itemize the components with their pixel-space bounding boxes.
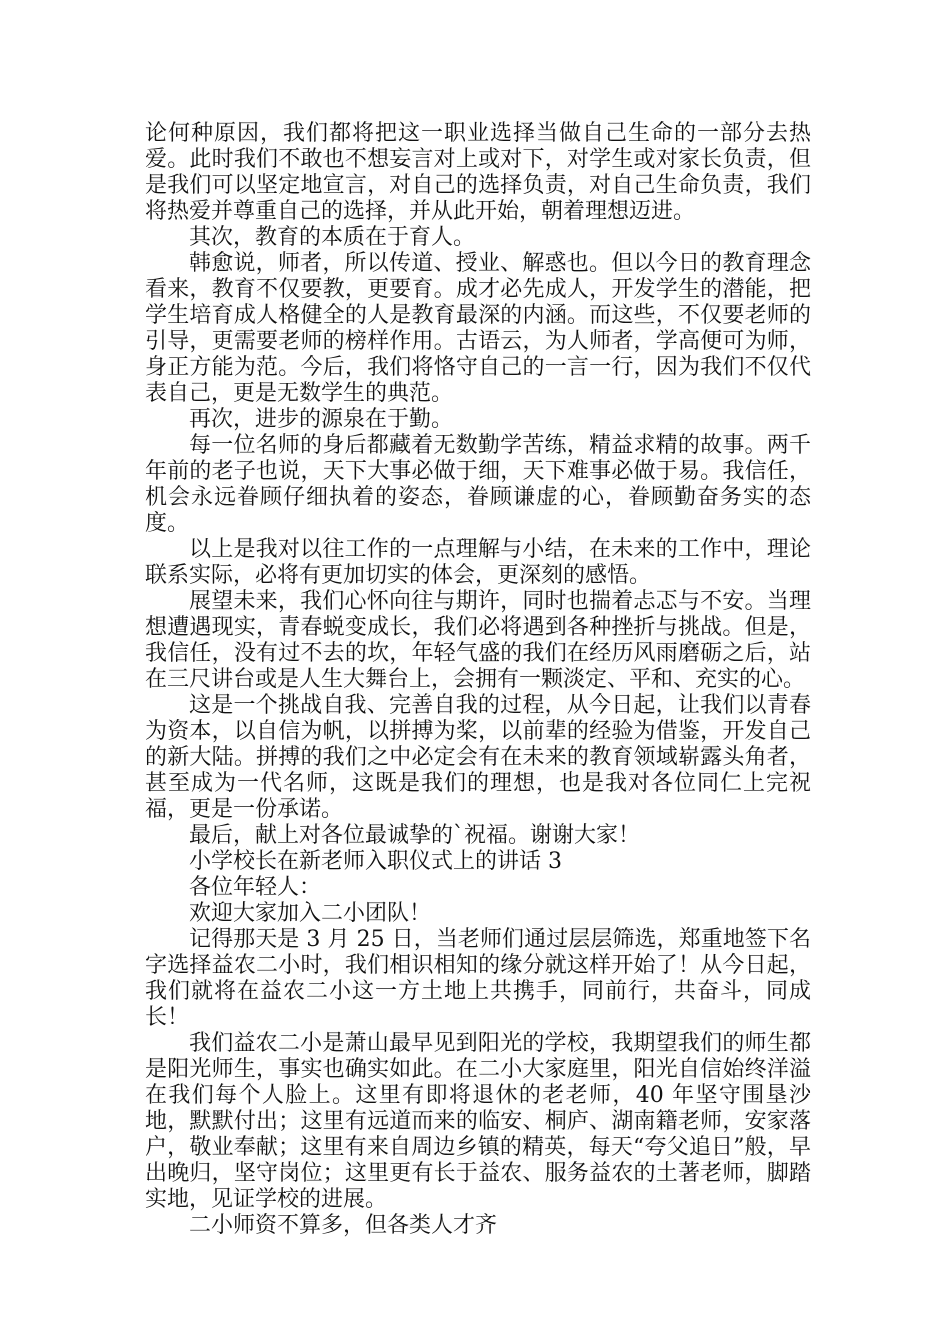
paragraph-body: 以上是我对以往工作的一点理解与小结，在未来的工作中，理论联系实际，必将有更加切实的体会，更深刻的感悟。: [145, 537, 811, 588]
paragraph-body: 韩愈说，师者，所以传道、授业、解惑也。但以今日的教育理念看来，教育不仅要教，更要育。成才必先成人，开发学生的潜能，把学生培育成人格健全的人是教育最深的内涵。而这些，不仅要老师的引导，更需要老师的榜样作用。古语云，为人师者，学高便可为师，身正方能为范。今后，我们将恪守自己的一言一行，因为我们不仅代表自己，更是无数学生的典范。: [145, 251, 811, 406]
paragraph-body: 二小师资不算多，但各类人才齐: [189, 1213, 498, 1238]
paragraph-continuation: 论何种原因，我们都将把这一职业选择当做自己生命的一部分去热爱。此时我们不敢也不想妄言对上或对下，对学生或对家长负责，但是我们可以坚定地宣言，对自己的选择负责，对自己生命负责，我们将热爱并尊重自己的选择，并从此开始，朝着理想迈进。: [145, 121, 811, 224]
paragraph-body: 记得那天是 3 月 25 日，当老师们通过层层筛选，郑重地签下名字选择益农二小时，我们相识相知的缘分就这样开始了！从今日起，我们就将在益农二小这一方土地上共携手，同前行，共奋斗，同成长！: [145, 927, 811, 1030]
paragraph-body: 我们益农二小是萧山最早见到阳光的学校，我期望我们的师生都是阳光师生，事实也确实如此。在二小大家庭里，阳光自信始终洋溢在我们每个人脸上。这里有即将退休的老老师，40 年坚守围垦沙地，默默付出；这里有远道而来的临安、桐庐、湖南籍老师，安家落户，敬业奉献；这里有来自周边乡镇的精英，每天“夸父追日”般，早出晚归，坚守岗位；这里更有长于益农、服务益农的土著老师，脚踏实地，见证学校的进展。: [145, 1031, 811, 1212]
paragraph-welcome: 欢迎大家加入二小团队！: [189, 901, 432, 926]
speech-title: 小学校长在新老师入职仪式上的讲话 3: [189, 849, 562, 874]
paragraph-body: 这是一个挑战自我、完善自我的过程，从今日起，让我们以青春为资本，以自信为帆，以拼搏为桨，以前辈的经验为借鉴，开发自己的新大陆。拼搏的我们之中必定会有在未来的教育领域崭露头角者，甚至成为一代名师，这既是我们的理想，也是我对各位同仁上完祝福，更是一份承诺。: [145, 693, 811, 822]
paragraph-body: 每一位名师的身后都藏着无数勤学苦练，精益求精的故事。两千年前的老子也说，天下大事必做于细，天下难事必做于易。我信任，机会永远眷顾仔细执着的姿态，眷顾谦虚的心，眷顾勤奋务实的态度。: [145, 433, 811, 536]
salutation: 各位年轻人：: [189, 875, 322, 900]
document-page: [145, 121, 811, 1239]
paragraph-heading-second: 其次，教育的本质在于育人。: [189, 225, 476, 250]
paragraph-closing: 最后，献上对各位最诚挚的`祝福。谢谢大家！: [189, 823, 641, 848]
paragraph-heading-third: 再次，进步的源泉在于勤。: [189, 407, 454, 432]
paragraph-body: 展望未来，我们心怀向往与期许，同时也揣着忐忑与不安。当理想遭遇现实，青春蜕变成长，我们必将遇到各种挫折与挑战。但是，我信任，没有过不去的坎，年轻气盛的我们在经历风雨磨砺之后，站在三尺讲台或是人生大舞台上，会拥有一颗淡定、平和、充实的心。: [145, 589, 811, 692]
